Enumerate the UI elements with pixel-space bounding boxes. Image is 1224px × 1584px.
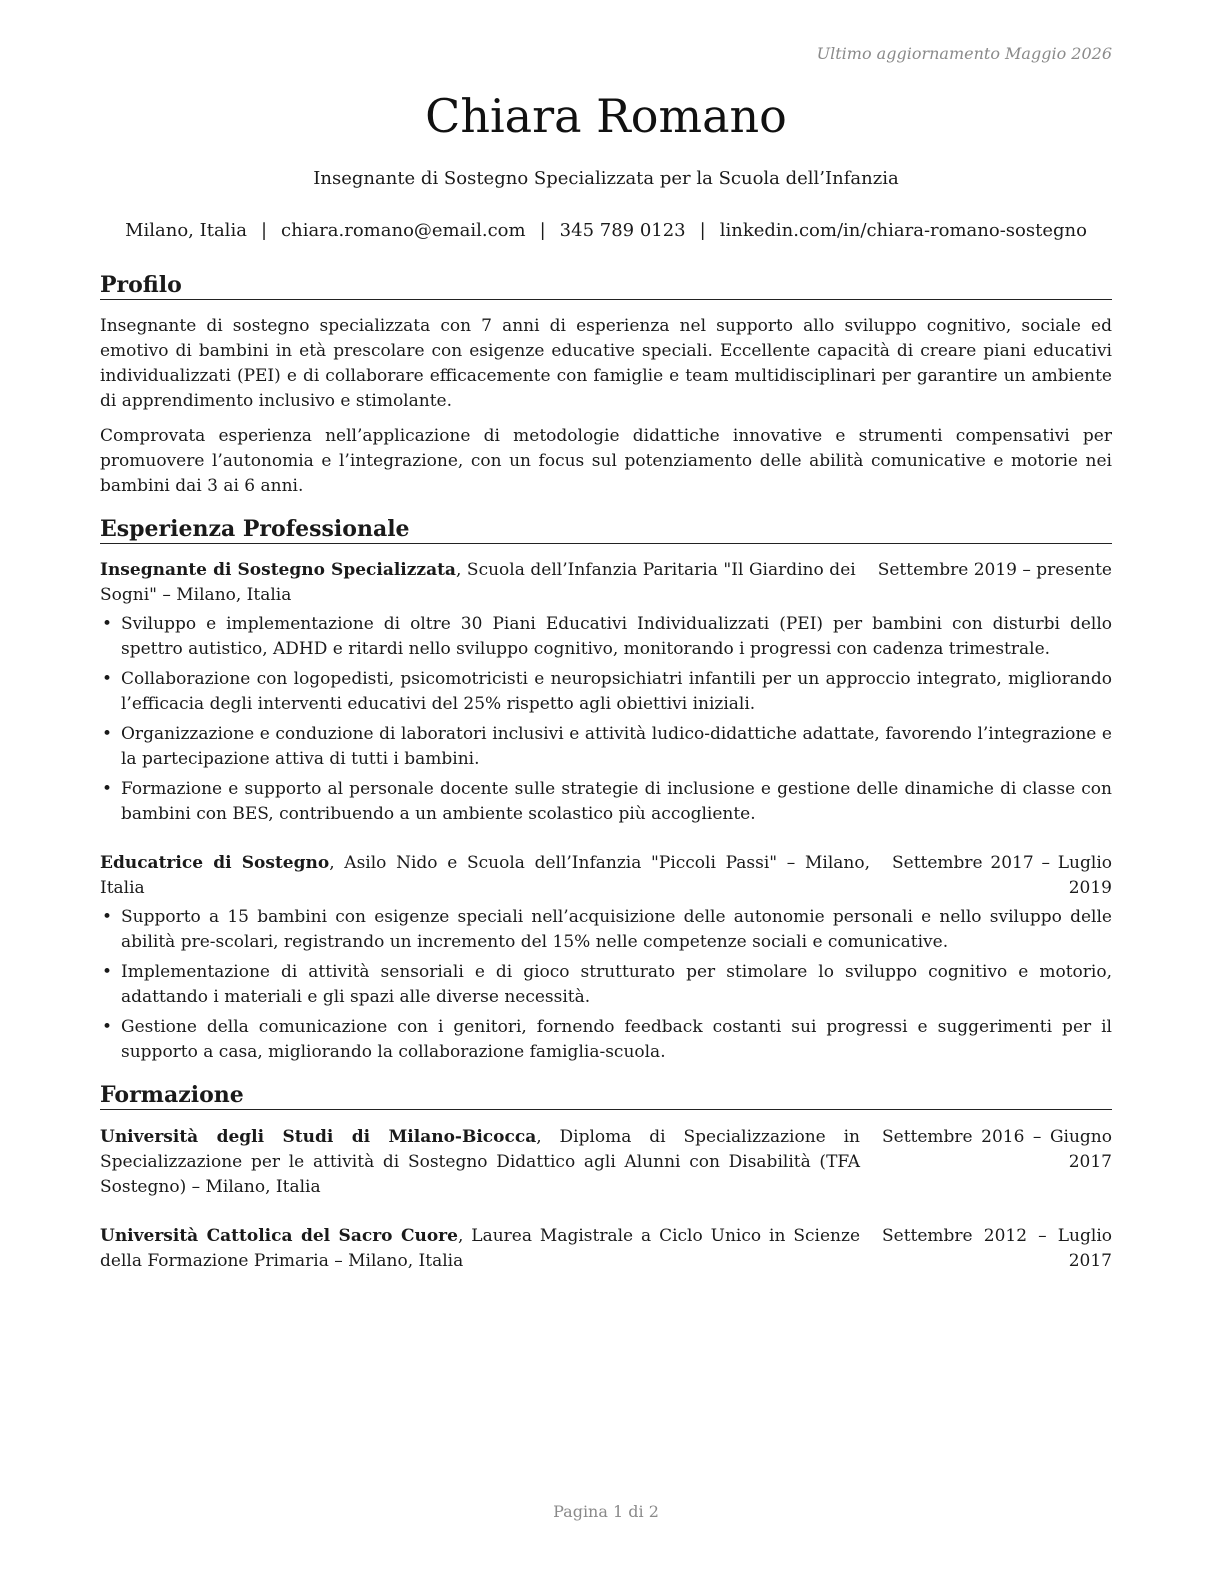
list-item: • Gestione della comunicazione con i genitori, fornendo feedback costanti sui progressi e suggerimenti per il supporto a casa, migliorando la collaborazione famiglia-scuola. [100,1015,1112,1065]
job-header [100,851,1112,901]
list-item: • Formazione e supporto al personale docente sulle strategie di inclusione e gestione delle dinamiche di classe con bambini con BES, contribuendo a un ambiente scolastico più accogliente. [100,777,1112,827]
resume-page [100,0,1112,1584]
job-entry [100,558,1112,832]
section-title-education: Formazione [100,1081,1112,1110]
education-entry [100,1125,1112,1200]
education-header [100,1224,1112,1274]
contact-separator: | [699,220,706,241]
contact-linkedin[interactable]: linkedin.com/in/chiara-romano-sostegno [719,220,1087,241]
education-school-degree [100,1224,860,1274]
contact-separator: | [260,220,268,241]
list-item: • Collaborazione con logopedisti, psicomotricisti e neuropsichiatri infantili per un approccio integrato, migliorando l’efficacia degli interventi educativi del 25% rispetto agli obiettivi iniziali. [100,667,1112,717]
job-role-org [100,851,870,901]
page-number: Pagina 1 di 2 [553,1502,659,1521]
list-item: • Sviluppo e implementazione di oltre 30 Piani Educativi Individualizzati (PEI) per bambini con disturbi dello spettro autistico, ADHD e ritardi nello sviluppo cognitivo, monitorando i progressi con cadenza trimestrale. [100,612,1112,662]
job-role-org [100,558,856,608]
job-dates: Settembre 2017 – Luglio 2019 [892,853,1112,898]
candidate-name: Chiara Romano [425,89,787,143]
last-updated: Ultimo aggiornamento Maggio 2026 [816,44,1112,63]
job-organization: , Asilo Nido e Scuola dell’Infanzia "Piccoli Passi" – Milano, Italia [100,853,870,898]
contact-email[interactable]: chiara.romano@email.com [281,220,526,241]
candidate-title: Insegnante di Sostegno Specializzata per la Scuola dell’Infanzia [313,168,899,189]
education-degree: , Laurea Magistrale a Ciclo Unico in Scienze della Formazione Primaria – Milano, Italia [100,1226,861,1271]
education-school: Università degli Studi di Milano-Bicocca [100,1127,537,1147]
list-item: • Organizzazione e conduzione di laboratori inclusivi e attività ludico-didattiche adattate, favorendo l’integrazione e la partecipazione attiva di tutti i bambini. [100,722,1112,772]
list-item: • Supporto a 15 bambini con esigenze speciali nell’acquisizione delle autonomie personali e nello sviluppo delle abilità pre-scolari, registrando un incremento del 15% nelle competenze sociali e comunicative. [100,905,1112,955]
education-school-degree [100,1125,860,1200]
section-title-experience: Esperienza Professionale [100,515,1112,544]
profile-paragraph: Comprovata esperienza nell’applicazione di metodologie didattiche innovative e strumenti compensativi per promuovere l’autonomia e l’integrazione, con un focus sul potenziamento delle abilità comunicative e motorie nei bambini dai 3 ai 6 anni. [100,426,1112,496]
job-entry [100,851,1112,1070]
job-bullets [100,905,1112,1065]
education-header [100,1125,1112,1200]
job-dates: Settembre 2019 – presente [877,560,1112,580]
education-school: Università Cattolica del Sacro Cuore [100,1226,458,1246]
education-dates: Settembre 2012 – Luglio 2017 [882,1226,1112,1271]
job-role: Educatrice di Sostegno [100,853,330,873]
education-dates: Settembre 2016 – Giugno 2017 [882,1127,1112,1172]
education-degree: , Diploma di Specializzazione in Specializzazione per le attività di Sostegno Didattico agli Alunni con Disabilità (TFA Sostegno) – Milano, Italia [100,1127,860,1197]
job-role: Insegnante di Sostegno Specializzata [100,560,456,580]
job-bullets [100,612,1112,827]
education-entry [100,1224,1112,1274]
list-item: • Implementazione di attività sensoriali e di gioco strutturato per stimolare lo sviluppo cognitivo e motorio, adattando i materiali e gli spazi alle diverse necessità. [100,960,1112,1010]
profile-paragraph: Insegnante di sostegno specializzata con 7 anni di esperienza nel supporto allo sviluppo cognitivo, sociale ed emotivo di bambini in età prescolare con esigenze educative speciali. Eccellente capacità di creare piani educativi individualizzati (PEI) e di collaborare efficacemente con famiglie e team multidisciplinari per garantire un ambiente di apprendimento inclusivo e stimolante. [100,316,1112,411]
job-organization: , Scuola dell’Infanzia Paritaria "Il Giardino dei Sogni" – Milano, Italia [100,560,856,605]
contact-line [100,219,1112,243]
contact-separator: | [539,220,546,241]
job-header [100,558,1112,608]
contact-phone: 345 789 0123 [559,220,686,241]
section-title-profile: Profilo [100,271,1112,300]
contact-location: Milano, Italia [125,220,247,241]
